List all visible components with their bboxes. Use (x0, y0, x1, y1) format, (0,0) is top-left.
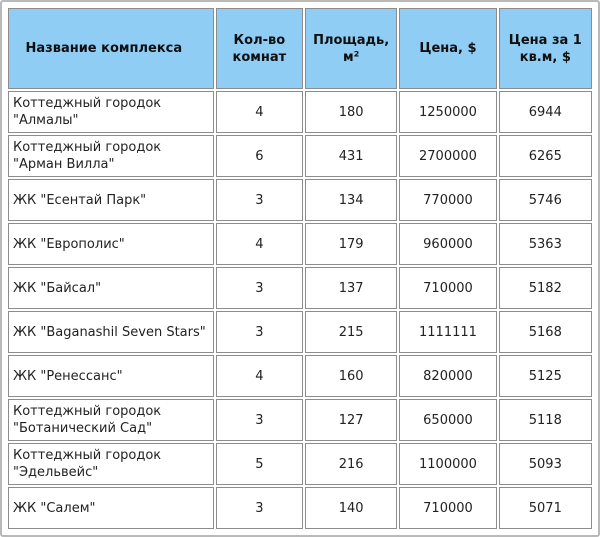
header-rooms: Кол-во комнат (216, 8, 303, 89)
header-price-per-m2: Цена за 1 кв.м, $ (499, 8, 592, 89)
cell-area: 134 (305, 179, 397, 221)
cell-rooms: 6 (216, 135, 303, 177)
cell-price: 1250000 (399, 91, 496, 133)
cell-area: 215 (305, 311, 397, 353)
table-body (8, 91, 592, 529)
table-row (8, 223, 592, 265)
cell-complex-name: ЖК "Байсал" (8, 267, 214, 309)
cell-rooms: 3 (216, 399, 303, 441)
cell-area: 216 (305, 443, 397, 485)
cell-rooms: 3 (216, 267, 303, 309)
table-row (8, 355, 592, 397)
cell-price-per-m2: 6944 (499, 91, 592, 133)
cell-complex-name: Коттеджный городок "Эдельвейс" (8, 443, 214, 485)
table-row (8, 179, 592, 221)
cell-price-per-m2: 5093 (499, 443, 592, 485)
cell-price-per-m2: 5363 (499, 223, 592, 265)
cell-complex-name: ЖК "Салем" (8, 487, 214, 529)
cell-area: 160 (305, 355, 397, 397)
cell-area: 140 (305, 487, 397, 529)
header-area: Площадь, м² (305, 8, 397, 89)
cell-price: 2700000 (399, 135, 496, 177)
table-row (8, 443, 592, 485)
cell-price-per-m2: 5118 (499, 399, 592, 441)
cell-rooms: 4 (216, 223, 303, 265)
cell-area: 179 (305, 223, 397, 265)
cell-price: 770000 (399, 179, 496, 221)
cell-price-per-m2: 5125 (499, 355, 592, 397)
cell-complex-name: ЖК "Baganashil Seven Stars" (8, 311, 214, 353)
cell-price: 1100000 (399, 443, 496, 485)
cell-rooms: 3 (216, 311, 303, 353)
cell-price-per-m2: 5071 (499, 487, 592, 529)
cell-area: 431 (305, 135, 397, 177)
cell-complex-name: Коттеджный городок "Арман Вилла" (8, 135, 214, 177)
cell-price-per-m2: 6265 (499, 135, 592, 177)
cell-price: 650000 (399, 399, 496, 441)
cell-price: 960000 (399, 223, 496, 265)
cell-area: 180 (305, 91, 397, 133)
cell-rooms: 3 (216, 487, 303, 529)
table-row (8, 399, 592, 441)
table-row (8, 487, 592, 529)
table-row (8, 311, 592, 353)
header-price: Цена, $ (399, 8, 496, 89)
header-complex-name: Название комплекса (8, 8, 214, 89)
cell-rooms: 3 (216, 179, 303, 221)
table-row (8, 267, 592, 309)
header-row (8, 8, 592, 89)
cell-area: 137 (305, 267, 397, 309)
cell-price-per-m2: 5168 (499, 311, 592, 353)
cell-complex-name: Коттеджный городок "Ботанический Сад" (8, 399, 214, 441)
cell-complex-name: ЖК "Есентай Парк" (8, 179, 214, 221)
table-header (8, 8, 592, 89)
cell-area: 127 (305, 399, 397, 441)
cell-price: 1111111 (399, 311, 496, 353)
cell-price-per-m2: 5182 (499, 267, 592, 309)
cell-price: 710000 (399, 487, 496, 529)
cell-price: 820000 (399, 355, 496, 397)
cell-complex-name: Коттеджный городок "Алмалы" (8, 91, 214, 133)
cell-rooms: 4 (216, 91, 303, 133)
cell-rooms: 4 (216, 355, 303, 397)
cell-rooms: 5 (216, 443, 303, 485)
cell-price: 710000 (399, 267, 496, 309)
real-estate-price-table (6, 6, 594, 531)
table-row (8, 135, 592, 177)
cell-complex-name: ЖК "Ренессанс" (8, 355, 214, 397)
table-row (8, 91, 592, 133)
cell-complex-name: ЖК "Европолис" (8, 223, 214, 265)
cell-price-per-m2: 5746 (499, 179, 592, 221)
